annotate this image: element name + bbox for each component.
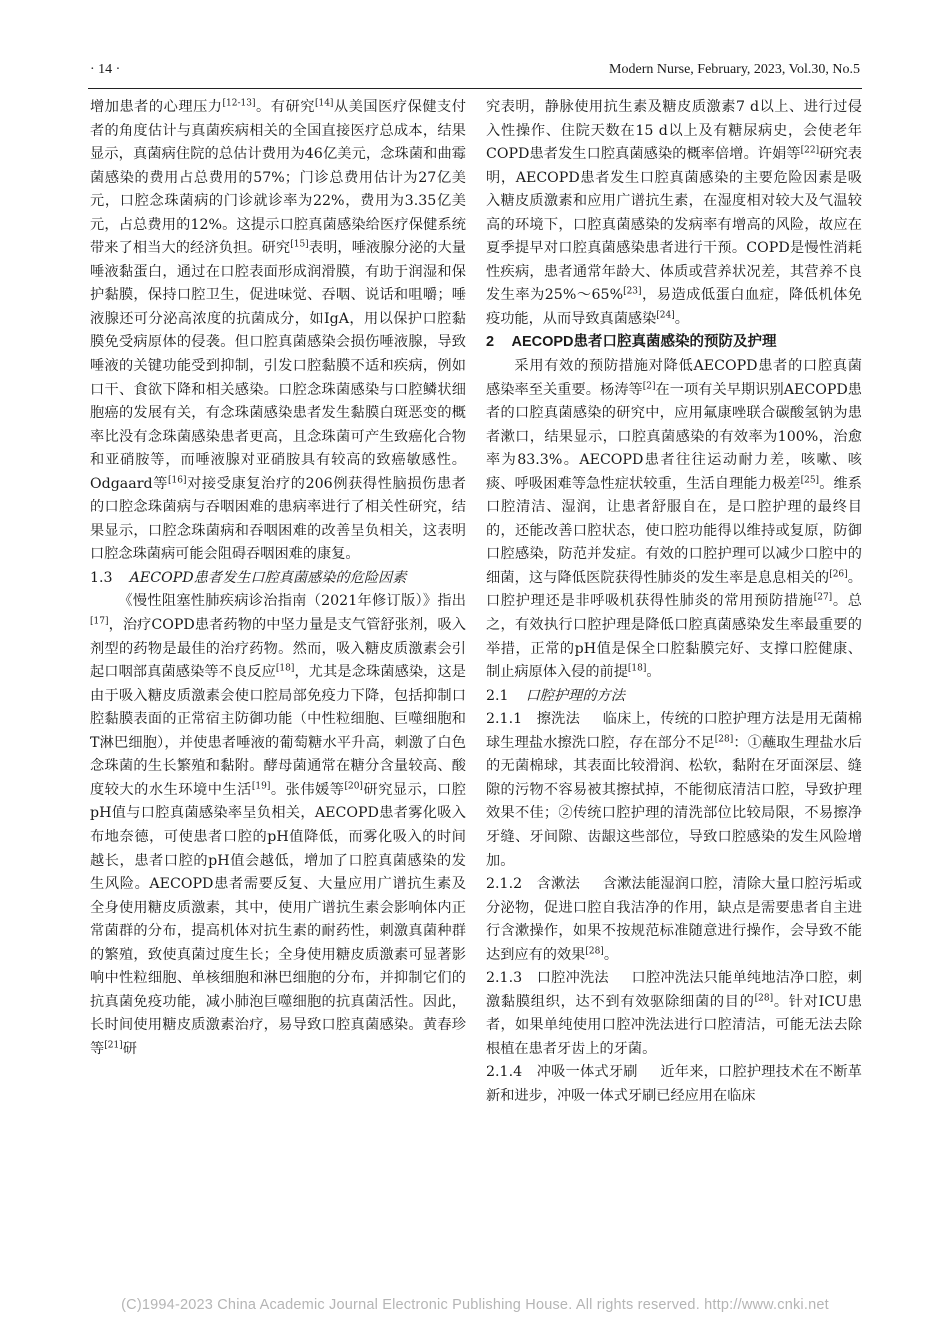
- section-heading-2: 2 AECOPD患者口腔真菌感染的预防及护理: [486, 334, 777, 351]
- paragraph: 采用有效的预防措施对降低AECOPD患者的口腔真菌感染率至关重要。杨涛等[2]在一项有关早期识别AECOPD患者的口腔真菌感染的研究中，应用氟康唑联合碳酸氢钠为患者漱口，结果显示，口腔真菌感染的有效率为100%，治愈率为83.3%。AECOPD患者往往运动耐力差，咳嗽、咳痰、呼吸困难等急性症状较重，生活自理能力极差[25]。维系口腔清洁、湿润，让患者舒服自在，是口腔护理的最终目的，还能改善口腔状态，使口腔功能得以维持或复原，防御口腔感染，防范并发症。有效的口腔护理可以减少口腔中的细菌，这与降低医院获得性肺炎的发生率是息息相关的[26]。口腔护理还是非呼吸机获得性肺炎的常用预防措施[27]。总之，有效执行口腔护理是降低口腔真菌感染发生率最重要的举措，正常的pH值是保全口腔黏膜完好、支撑口腔健康、制止病原体入侵的前提[18]。: [486, 358, 862, 681]
- subheading-label: 2.1.3 口腔冲洗法: [486, 970, 609, 987]
- paragraph: 《慢性阻塞性肺疾病诊治指南（2021年修订版）》指出[17]，治疗COPD患者药物的中坚力量是支气管舒张剂，吸入剂型的药物是最佳的治疗药物。然而，吸入糖皮质激素会引起口咽部真菌感染等不良反应[18]，尤其是念珠菌感染，这是由于吸入糖皮质激素会使口腔局部免疫力下降，包括抑制口腔黏膜表面的正常宿主防御功能（中性粒细胞、巨噬细胞和T淋巴细胞），并使患者唾液的葡萄糖水平升高，刺激了白色念珠菌的生长繁殖和黏附。酵母菌通常在糖分含量较高、酸度较大的水生环境中生活[19]。张伟媛等[20]研究显示，口腔pH值与口腔真菌感染率呈负相关，AECOPD患者雾化吸入布地奈德，可使患者口腔的pH值降低，而雾化吸入的时间越长，患者口腔的pH值会越低，增加了口腔真菌感染的发生风险。AECOPD患者需要反复、大量应用广谱抗生素及全身使用糖皮质激素，其中，使用广谱抗生素会影响体内正常菌群的分布，提高机体对抗生素的耐药性，刺激真菌种群的繁殖，致使真菌过度生长；全身使用糖皮质激素可显著影响中性粒细胞、单核细胞和淋巴细胞的分布，并抑制它们的抗真菌免疫功能，减小肺泡巨噬细胞的抗真菌活性。因此，长时间使用糖皮质激素治疗，易导致口腔真菌感染。黄春珍等[21]研: [90, 593, 466, 1057]
- subheading-label: 2.1.1 擦洗法: [486, 711, 580, 728]
- citation: [12-13]: [222, 98, 256, 109]
- paragraph: 2.1.2 含漱法 含漱法能湿润口腔，清除大量口腔污垢或分泌物，促进口腔自我洁净的作用，缺点是需要患者自主进行含漱操作，如果不按规范标准随意进行操作，会导致不能达到应有的效果[28]。: [486, 876, 862, 963]
- citation: [20]: [344, 781, 363, 792]
- citation: [18]: [627, 663, 647, 674]
- citation: [28]: [714, 734, 734, 745]
- running-header: [90, 62, 860, 86]
- citation: [14]: [314, 98, 334, 109]
- citation: [18]: [275, 663, 295, 674]
- citation: [15]: [290, 239, 309, 250]
- citation: [19]: [251, 781, 271, 792]
- left-column: [90, 96, 466, 1061]
- right-column: [486, 96, 862, 1109]
- section-heading-1-3: 1.3 AECOPD患者发生口腔真菌感染的危险因素: [90, 569, 407, 586]
- citation: [27]: [813, 592, 833, 603]
- citation: [25]: [800, 475, 820, 486]
- subheading-label: 2.1.4 冲吸一体式牙刷: [486, 1064, 638, 1081]
- paragraph: 2.1.3 口腔冲洗法 口腔冲洗法只能单纯地洁净口腔，刺激黏膜组织，达不到有效驱除细菌的目的[28]。针对ICU患者，如果单纯使用口腔冲洗法进行口腔清洁，可能无法去除根植在患者牙齿上的牙菌。: [486, 970, 862, 1057]
- citation: [16]: [168, 475, 187, 486]
- header-rule: [88, 88, 862, 89]
- paragraph: 增加患者的心理压力[12-13]。有研究[14]从美国医疗保健支付者的角度估计与真菌疾病相关的全国直接医疗总成本，结果显示，真菌病住院的总估计费用为46亿美元，念珠菌和曲霉菌感染的费用占总费用的57%；门诊总费用估计为27亿美元，口腔念珠菌病的门诊就诊率为22%，费用为3.35亿美元，占总费用的12%。这提示口腔真菌感染给医疗保健系统带来了相当大的经济负担。研究[15]表明，唾液腺分泌的大量唾液黏蛋白，通过在口腔表面形成润滑膜，有助于润湿和保护黏膜，保持口腔卫生，促进味觉、吞咽、说话和咀嚼；唾液腺还可分泌高浓度的抗菌成分，如IgA，用以保护口腔黏膜免受病原体的侵袭。但口腔真菌感染会损伤唾液腺，导致唾液的关键功能受到抑制，引发口腔黏膜不适和疾病，例如口干、食欲下降和相关感染。口腔念珠菌感染与口腔鳞状细胞癌的发展有关，有念珠菌感染患者发生黏膜白斑恶变的概率比没有念珠菌感染患者更高，且念珠菌可产生致癌化合物和亚硝胺等，而唾液腺对亚硝胺具有较高的致癌敏感性。Odgaard等[16]对接受康复治疗的206例获得性脑损伤患者的口腔念珠菌病与吞咽困难的患病率进行了相关性研究，结果显示，口腔念珠菌病和吞咽困难的改善呈负相关，这表明口腔念珠菌病可能会阻碍吞咽困难的康复。: [90, 98, 466, 563]
- section-heading-2-1: 2.1 口腔护理的方法: [486, 687, 625, 704]
- paragraph: 2.1.4 冲吸一体式牙刷 近年来，口腔护理技术在不断革新和进步，冲吸一体式牙刷已经应用在临床: [486, 1064, 862, 1104]
- page-number: · 14 ·: [90, 62, 121, 77]
- citation: [2]: [642, 380, 656, 391]
- citation: [22]: [800, 145, 820, 156]
- citation: [17]: [90, 616, 109, 627]
- citation: [23]: [623, 286, 642, 297]
- paragraph: 2.1.1 擦洗法 临床上，传统的口腔护理方法是用无菌棉球生理盐水擦洗口腔，存在部分不足[28]：①蘸取生理盐水后的无菌棉球，其表面比较滑润、松软，黏附在牙面深层、缝隙的污物不容易被其擦拭掉，不能彻底清洁口腔，导致护理效果不佳；②传统口腔护理的清洗部位比较局限，不易擦净牙缝、牙间隙、齿龈这些部位，导致口腔感染的发生风险增加。: [486, 711, 862, 869]
- subheading-label: 2.1.2 含漱法: [486, 876, 580, 893]
- citation: [28]: [585, 945, 604, 956]
- citation: [28]: [754, 993, 774, 1004]
- copyright-footer: (C)1994-2023 China Academic Journal Electronic Publishing House. All rights reserved. http://www.cnki.net: [121, 1297, 829, 1313]
- citation: [21]: [104, 1040, 123, 1051]
- citation: [24]: [656, 310, 675, 321]
- paragraph: 究表明，静脉使用抗生素及糖皮质激素7 d以上、进行过侵入性操作、住院天数在15 d以上及有糖尿病史，会使老年COPD患者发生口腔真菌感染的概率倍增。许娟等[22]研究表明，AECOPD患者发生口腔真菌感染的主要危险因素是吸入糖皮质激素和应用广谱抗生素，在湿度相对较大及气温较高的环境下，口腔真菌感染的发病率有增高的风险，故应在夏季提早对口腔真菌感染患者进行干预。COPD是慢性消耗性疾病，患者通常年龄大、体质或营养状况差，其营养不良发生率为25%～65%[23]，易造成低蛋白血症，降低机体免疫功能，从而导致真菌感染[24]。: [486, 99, 862, 327]
- citation: [26]: [829, 569, 848, 580]
- journal-citation: Modern Nurse, February, 2023, Vol.30, No.5: [609, 62, 860, 77]
